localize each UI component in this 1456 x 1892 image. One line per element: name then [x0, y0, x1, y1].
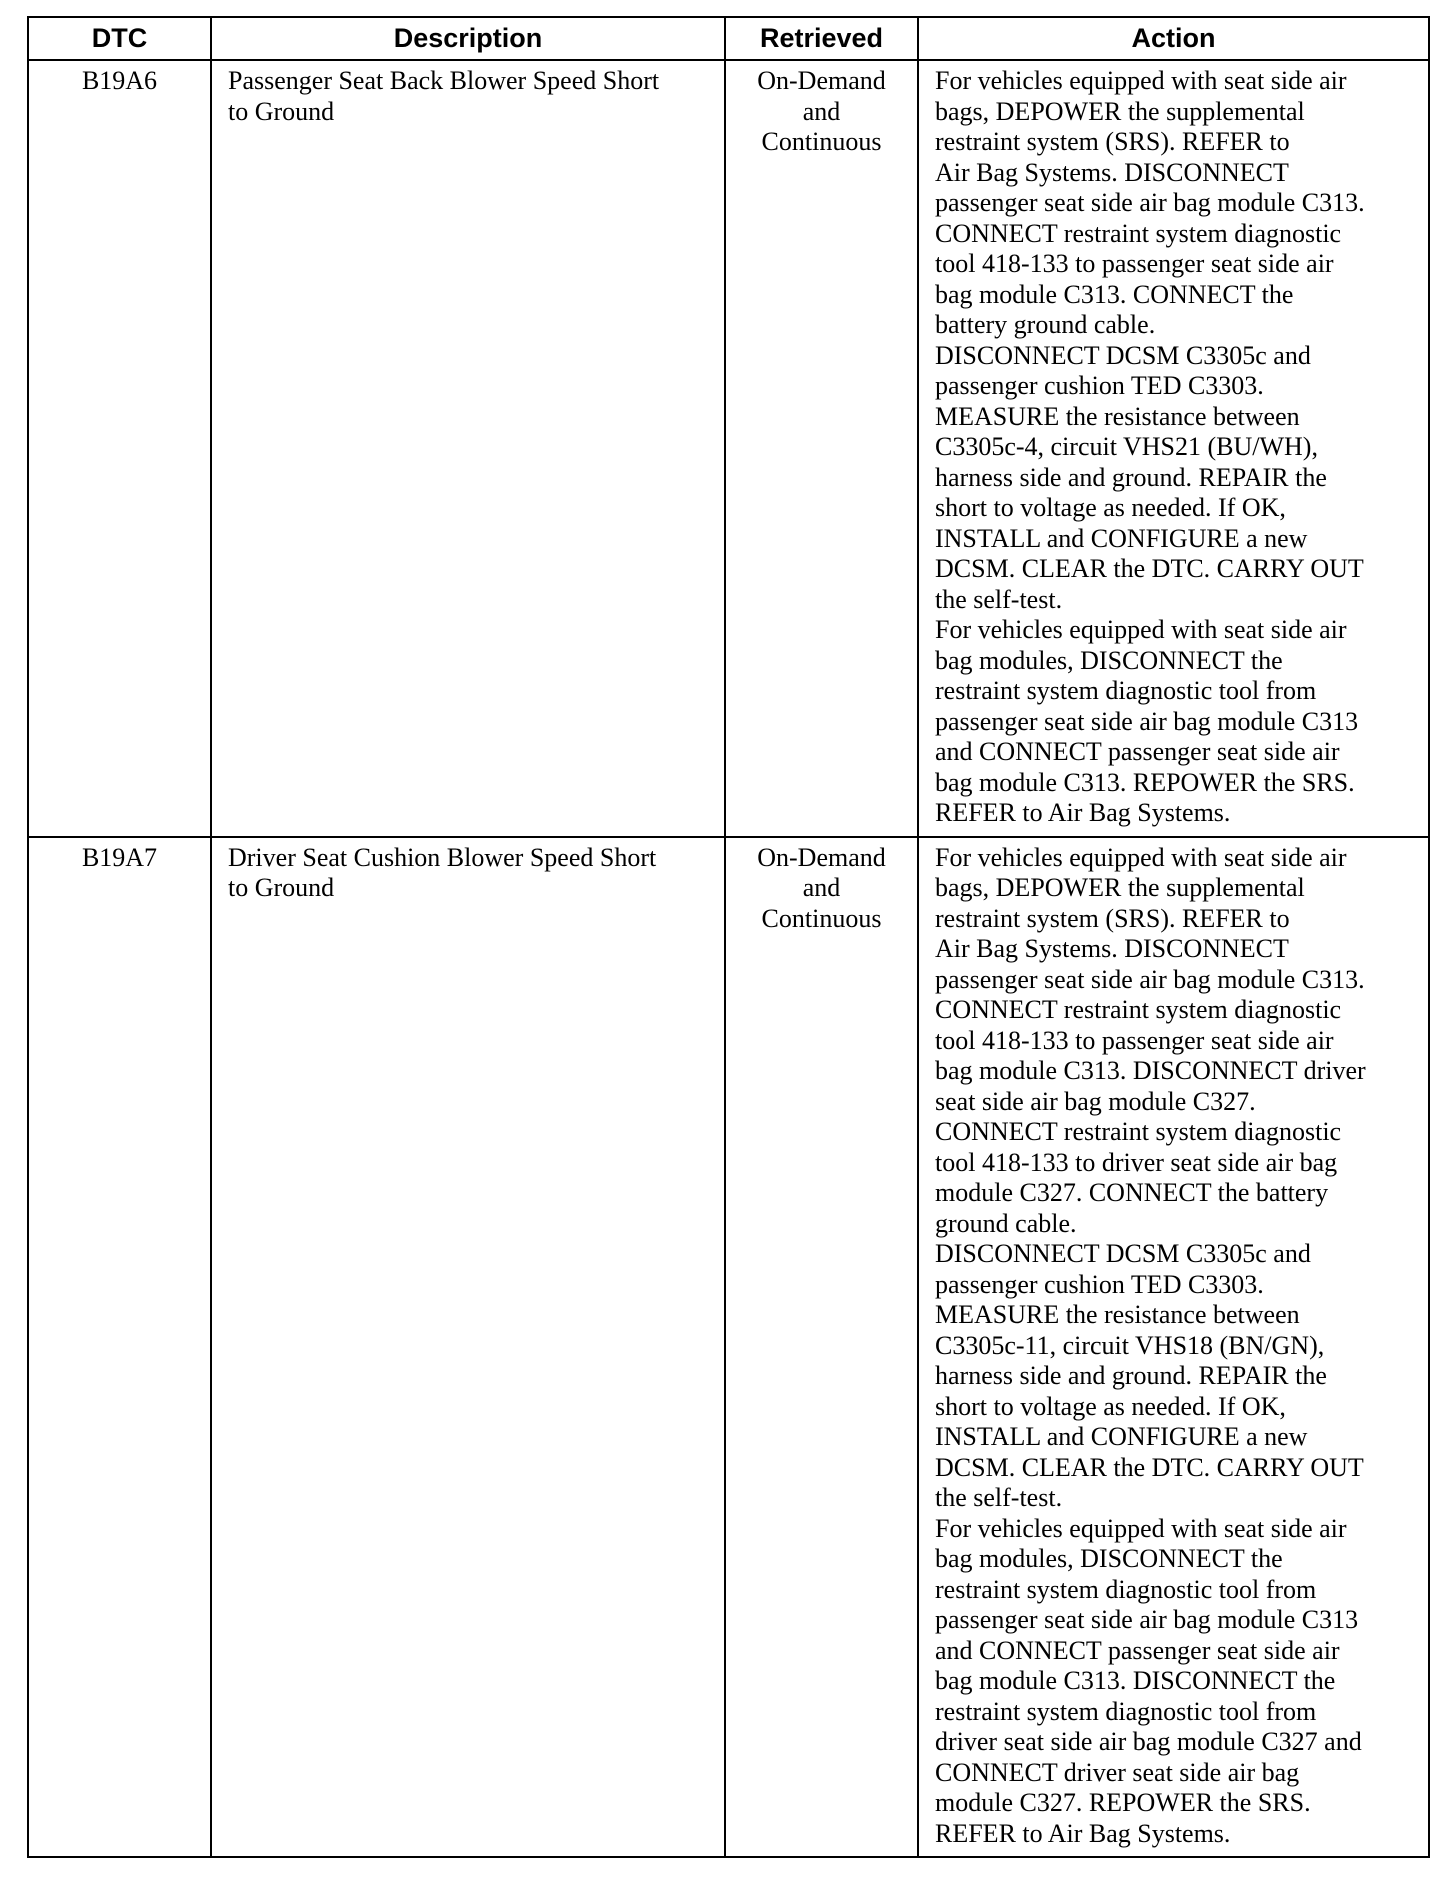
- action-cell-line: bags, DEPOWER the supplemental: [935, 96, 1305, 126]
- action-cell-line: restraint system (SRS). REFER to: [935, 127, 1290, 156]
- action-cell-line: restraint system (SRS). REFER to: [935, 903, 1290, 933]
- retrieved-cell-line: On-Demand: [757, 66, 886, 95]
- action-cell: [918, 837, 1429, 1858]
- action-cell-line: DISCONNECT DCSM C3305c and: [935, 340, 1311, 370]
- action-cell-line: C3305c-4, circuit VHS21 (BU/WH),: [935, 432, 1318, 461]
- action-cell-line: Air Bag Systems. DISCONNECT: [935, 934, 1289, 963]
- action-cell-line: passenger seat side air bag module C313: [935, 706, 1359, 736]
- action-cell-line: For vehicles equipped with seat side air: [935, 66, 1347, 95]
- retrieved-cell: [725, 60, 918, 837]
- action-cell-line: the self-test.: [935, 584, 1063, 614]
- action-cell-line: and CONNECT passenger seat side air: [935, 1635, 1340, 1665]
- action-cell-line: DCSM. CLEAR the DTC. CARRY OUT: [935, 1452, 1364, 1482]
- header-retrieved: Retrieved: [725, 17, 918, 60]
- action-cell-line: passenger cushion TED C3303.: [935, 371, 1264, 400]
- action-cell: [918, 60, 1429, 837]
- action-cell-line: harness side and ground. REPAIR the: [935, 462, 1327, 492]
- action-cell-line: short to voltage as needed. If OK,: [935, 1391, 1286, 1421]
- action-cell-line: INSTALL and CONFIGURE a new: [935, 1422, 1308, 1451]
- action-cell-line: CONNECT restraint system diagnostic: [935, 995, 1342, 1024]
- dtc-code-cell: B19A6: [28, 60, 211, 837]
- action-cell-line: restraint system diagnostic tool from: [935, 676, 1317, 705]
- action-cell-line: harness side and ground. REPAIR the: [935, 1361, 1327, 1390]
- action-cell-line: bag module C313. DISCONNECT the: [935, 1666, 1336, 1695]
- action-cell-line: bag module C313. CONNECT the: [935, 279, 1294, 309]
- action-cell-line: CONNECT restraint system diagnostic: [935, 218, 1342, 248]
- action-cell-line: battery ground cable.: [935, 310, 1156, 339]
- header-description: Description: [211, 17, 725, 60]
- action-cell-line: passenger seat side air bag module C313.: [935, 964, 1365, 994]
- action-cell-line: CONNECT restraint system diagnostic: [935, 1117, 1342, 1146]
- retrieved-cell-line: and: [802, 96, 841, 126]
- action-cell-line: passenger seat side air bag module C313: [935, 1605, 1359, 1634]
- action-cell-line: passenger seat side air bag module C313.: [935, 188, 1365, 217]
- action-cell-line: tool 418-133 to passenger seat side air: [935, 1025, 1334, 1055]
- retrieved-cell: [725, 837, 918, 1858]
- action-cell-line: the self-test.: [935, 1483, 1063, 1512]
- action-cell-line: tool 418-133 to passenger seat side air: [935, 249, 1334, 278]
- dtc-table: [27, 16, 1430, 1858]
- dtc-code-cell: B19A7: [28, 837, 211, 1858]
- action-cell-line: MEASURE the resistance between: [935, 401, 1300, 431]
- retrieved-cell-line: Continuous: [761, 127, 882, 156]
- header-dtc: DTC: [28, 17, 211, 60]
- action-cell-line: For vehicles equipped with seat side air: [935, 615, 1347, 644]
- table-header-row: [28, 17, 1429, 60]
- action-cell-line: tool 418-133 to driver seat side air bag: [935, 1147, 1338, 1177]
- action-cell-line: DISCONNECT DCSM C3305c and: [935, 1239, 1311, 1268]
- retrieved-cell-line: and: [802, 873, 841, 902]
- description-cell: [211, 60, 725, 837]
- action-cell-line: bags, DEPOWER the supplemental: [935, 873, 1305, 902]
- action-cell-line: For vehicles equipped with seat side air: [935, 842, 1347, 872]
- action-cell-line: bag modules, DISCONNECT the: [935, 645, 1283, 675]
- header-action: Action: [918, 17, 1429, 60]
- action-cell-line: driver seat side air bag module C327 and: [935, 1727, 1362, 1756]
- action-cell-line: C3305c-11, circuit VHS18 (BN/GN),: [935, 1330, 1325, 1360]
- action-cell-line: bag module C313. REPOWER the SRS.: [935, 767, 1355, 797]
- retrieved-cell-line: On-Demand: [757, 842, 886, 872]
- description-cell-line: to Ground: [228, 96, 335, 126]
- action-cell-line: passenger cushion TED C3303.: [935, 1269, 1264, 1299]
- table-row: [28, 60, 1429, 837]
- action-cell-line: restraint system diagnostic tool from: [935, 1696, 1317, 1726]
- action-cell-line: For vehicles equipped with seat side air: [935, 1513, 1347, 1543]
- action-cell-line: INSTALL and CONFIGURE a new: [935, 523, 1308, 553]
- action-cell-line: MEASURE the resistance between: [935, 1300, 1300, 1329]
- action-cell-line: seat side air bag module C327.: [935, 1086, 1256, 1116]
- description-cell-line: Driver Seat Cushion Blower Speed Short: [228, 842, 657, 872]
- action-cell-line: ground cable.: [935, 1208, 1077, 1238]
- action-cell-line: Air Bag Systems. DISCONNECT: [935, 157, 1289, 187]
- description-cell-line: Passenger Seat Back Blower Speed Short: [228, 66, 660, 95]
- action-cell-line: REFER to Air Bag Systems.: [935, 1818, 1231, 1848]
- action-cell-line: DCSM. CLEAR the DTC. CARRY OUT: [935, 554, 1364, 583]
- table-row: [28, 837, 1429, 1858]
- action-cell-line: module C327. CONNECT the battery: [935, 1178, 1329, 1207]
- description-cell-line: to Ground: [228, 873, 335, 902]
- action-cell-line: REFER to Air Bag Systems.: [935, 798, 1231, 827]
- retrieved-cell-line: Continuous: [761, 903, 882, 933]
- description-cell: [211, 837, 725, 1858]
- action-cell-line: module C327. REPOWER the SRS.: [935, 1788, 1311, 1817]
- action-cell-line: and CONNECT passenger seat side air: [935, 737, 1340, 766]
- action-cell-line: short to voltage as needed. If OK,: [935, 493, 1286, 522]
- action-cell-line: restraint system diagnostic tool from: [935, 1574, 1317, 1604]
- action-cell-line: CONNECT driver seat side air bag: [935, 1757, 1300, 1787]
- action-cell-line: bag modules, DISCONNECT the: [935, 1544, 1283, 1573]
- action-cell-line: bag module C313. DISCONNECT driver: [935, 1056, 1366, 1085]
